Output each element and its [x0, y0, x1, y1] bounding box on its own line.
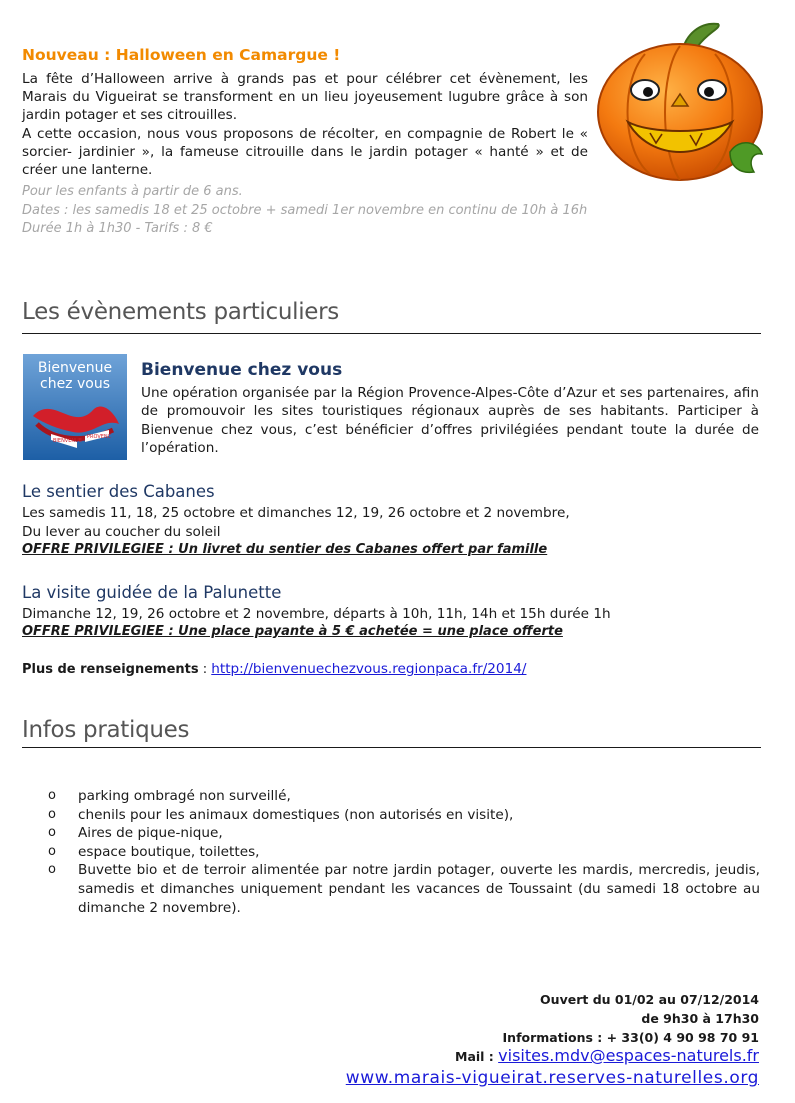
more-info-label: Plus de renseignements — [22, 662, 199, 677]
footer-mail-link[interactable]: visites.mdv@espaces-naturels.fr — [498, 1046, 759, 1065]
footer-website-link[interactable]: www.marais-vigueirat.reserves-naturelles.org — [345, 1068, 759, 1088]
halloween-age: Pour les enfants à partir de 6 ans. — [22, 184, 243, 199]
palunette-offer: OFFRE PRIVILEGIEE : Une place payante à 5 € achetée = une place offerte — [22, 624, 563, 639]
footer-mail — [455, 1046, 759, 1065]
list-item-text: espace boutique, toilettes, — [78, 843, 260, 860]
footer-info — [503, 990, 759, 1047]
list-item-text: Aires de pique-nique, — [78, 825, 223, 842]
halloween-duration: Durée 1h à 1h30 - Tarifs : 8 € — [22, 221, 213, 237]
events-section-title: Les évènements particuliers — [22, 299, 339, 325]
footer-mail-label: Mail : — [455, 1049, 499, 1064]
logo-banner-text-2: PROVENC — [87, 434, 112, 440]
infos-list — [48, 787, 760, 917]
logo-text-line1: Bienvenue — [37, 360, 113, 376]
bienvenue-description: Une opération organisée par la Région Provence-Alpes-Côte d’Azur et ses partenaires, afin de promouvoir les sites touristiques régionaux auprès de ses habitants. Participer à Bienvenue chez vous, c’est bénéficier d’offres privilégiées pendant toute la durée de l’opération. — [141, 385, 759, 457]
halloween-dates: Dates : les samedis 18 et 25 octobre + samedi 1er novembre en continu de 10h à 16h — [22, 202, 588, 218]
halloween-paragraph-1: La fête d’Halloween arrive à grands pas et pour célébrer cet évènement, les Marais du Vigueirat se transforment en un lieu joyeusement lugubre grâce à son jardin potager et ses citrouilles. — [22, 71, 588, 124]
halloween-paragraph-2: A cette occasion, nous vous proposons de récolter, en compagnie de Robert le « sorcier- jardinier », la fameuse citrouille dans le jardin potager « hanté » et de créer une lanterne. — [22, 125, 588, 179]
bullet-icon: o — [48, 862, 56, 878]
sentier-hours: Du lever au coucher du soleil — [22, 524, 221, 540]
sentier-dates: Les samedis 11, 18, 25 octobre et dimanches 12, 19, 26 octobre et 2 novembre, — [22, 505, 570, 521]
list-item — [48, 787, 760, 806]
list-item-text: parking ombragé non surveillé, — [78, 788, 291, 804]
palunette-title: La visite guidée de la Palunette — [22, 583, 282, 602]
logo-text-line2: chez vous — [40, 376, 110, 392]
footer-open-dates: Ouvert du 01/02 au 07/12/2014 — [540, 992, 759, 1007]
list-item-text: Buvette bio et de terroir alimentée par notre jardin potager, ouverte les mardis, mercredis, jeudis, samedis et dimanches uniquement pendant les vacances de Toussaint (du samedi 18 octobre au dimanche 2 novembre). — [78, 862, 760, 916]
halloween-details — [22, 183, 587, 239]
logo-banner-text-1: BIENVENUE — [53, 438, 82, 444]
more-info-separator: : — [198, 662, 212, 677]
palunette-dates: Dimanche 12, 19, 26 octobre et 2 novembre, départs à 10h, 11h, 14h et 15h durée 1h — [22, 606, 611, 622]
bullet-icon: o — [48, 788, 56, 803]
infos-section-title: Infos pratiques — [22, 717, 190, 743]
events-section-divider — [22, 333, 761, 334]
bullet-icon: o — [48, 843, 56, 859]
sentier-title: Le sentier des Cabanes — [22, 482, 215, 501]
bullet-icon: o — [48, 825, 56, 841]
list-item-text: chenils pour les animaux domestiques (non autorisés en visite), — [78, 806, 514, 823]
list-item — [48, 824, 760, 843]
bullet-icon: o — [48, 806, 56, 822]
sentier-offer: OFFRE PRIVILEGIEE : Un livret du sentier des Cabanes offert par famille — [22, 542, 548, 557]
halloween-title: Nouveau : Halloween en Camargue ! — [22, 46, 341, 64]
list-item — [48, 806, 760, 825]
more-info — [22, 661, 526, 677]
halloween-paragraph — [22, 70, 588, 179]
pumpkin-illustration — [590, 12, 765, 192]
list-item — [48, 843, 760, 862]
infos-section-divider — [22, 747, 761, 748]
bienvenue-chez-vous-logo — [23, 354, 127, 460]
footer-open-hours: de 9h30 à 17h30 — [641, 1011, 759, 1026]
list-item — [48, 861, 760, 917]
more-info-link[interactable]: http://bienvenuechezvous.regionpaca.fr/2014/ — [211, 661, 527, 677]
footer-phone: Informations : + 33(0) 4 90 98 70 91 — [502, 1030, 759, 1045]
bienvenue-title: Bienvenue chez vous — [141, 360, 343, 380]
